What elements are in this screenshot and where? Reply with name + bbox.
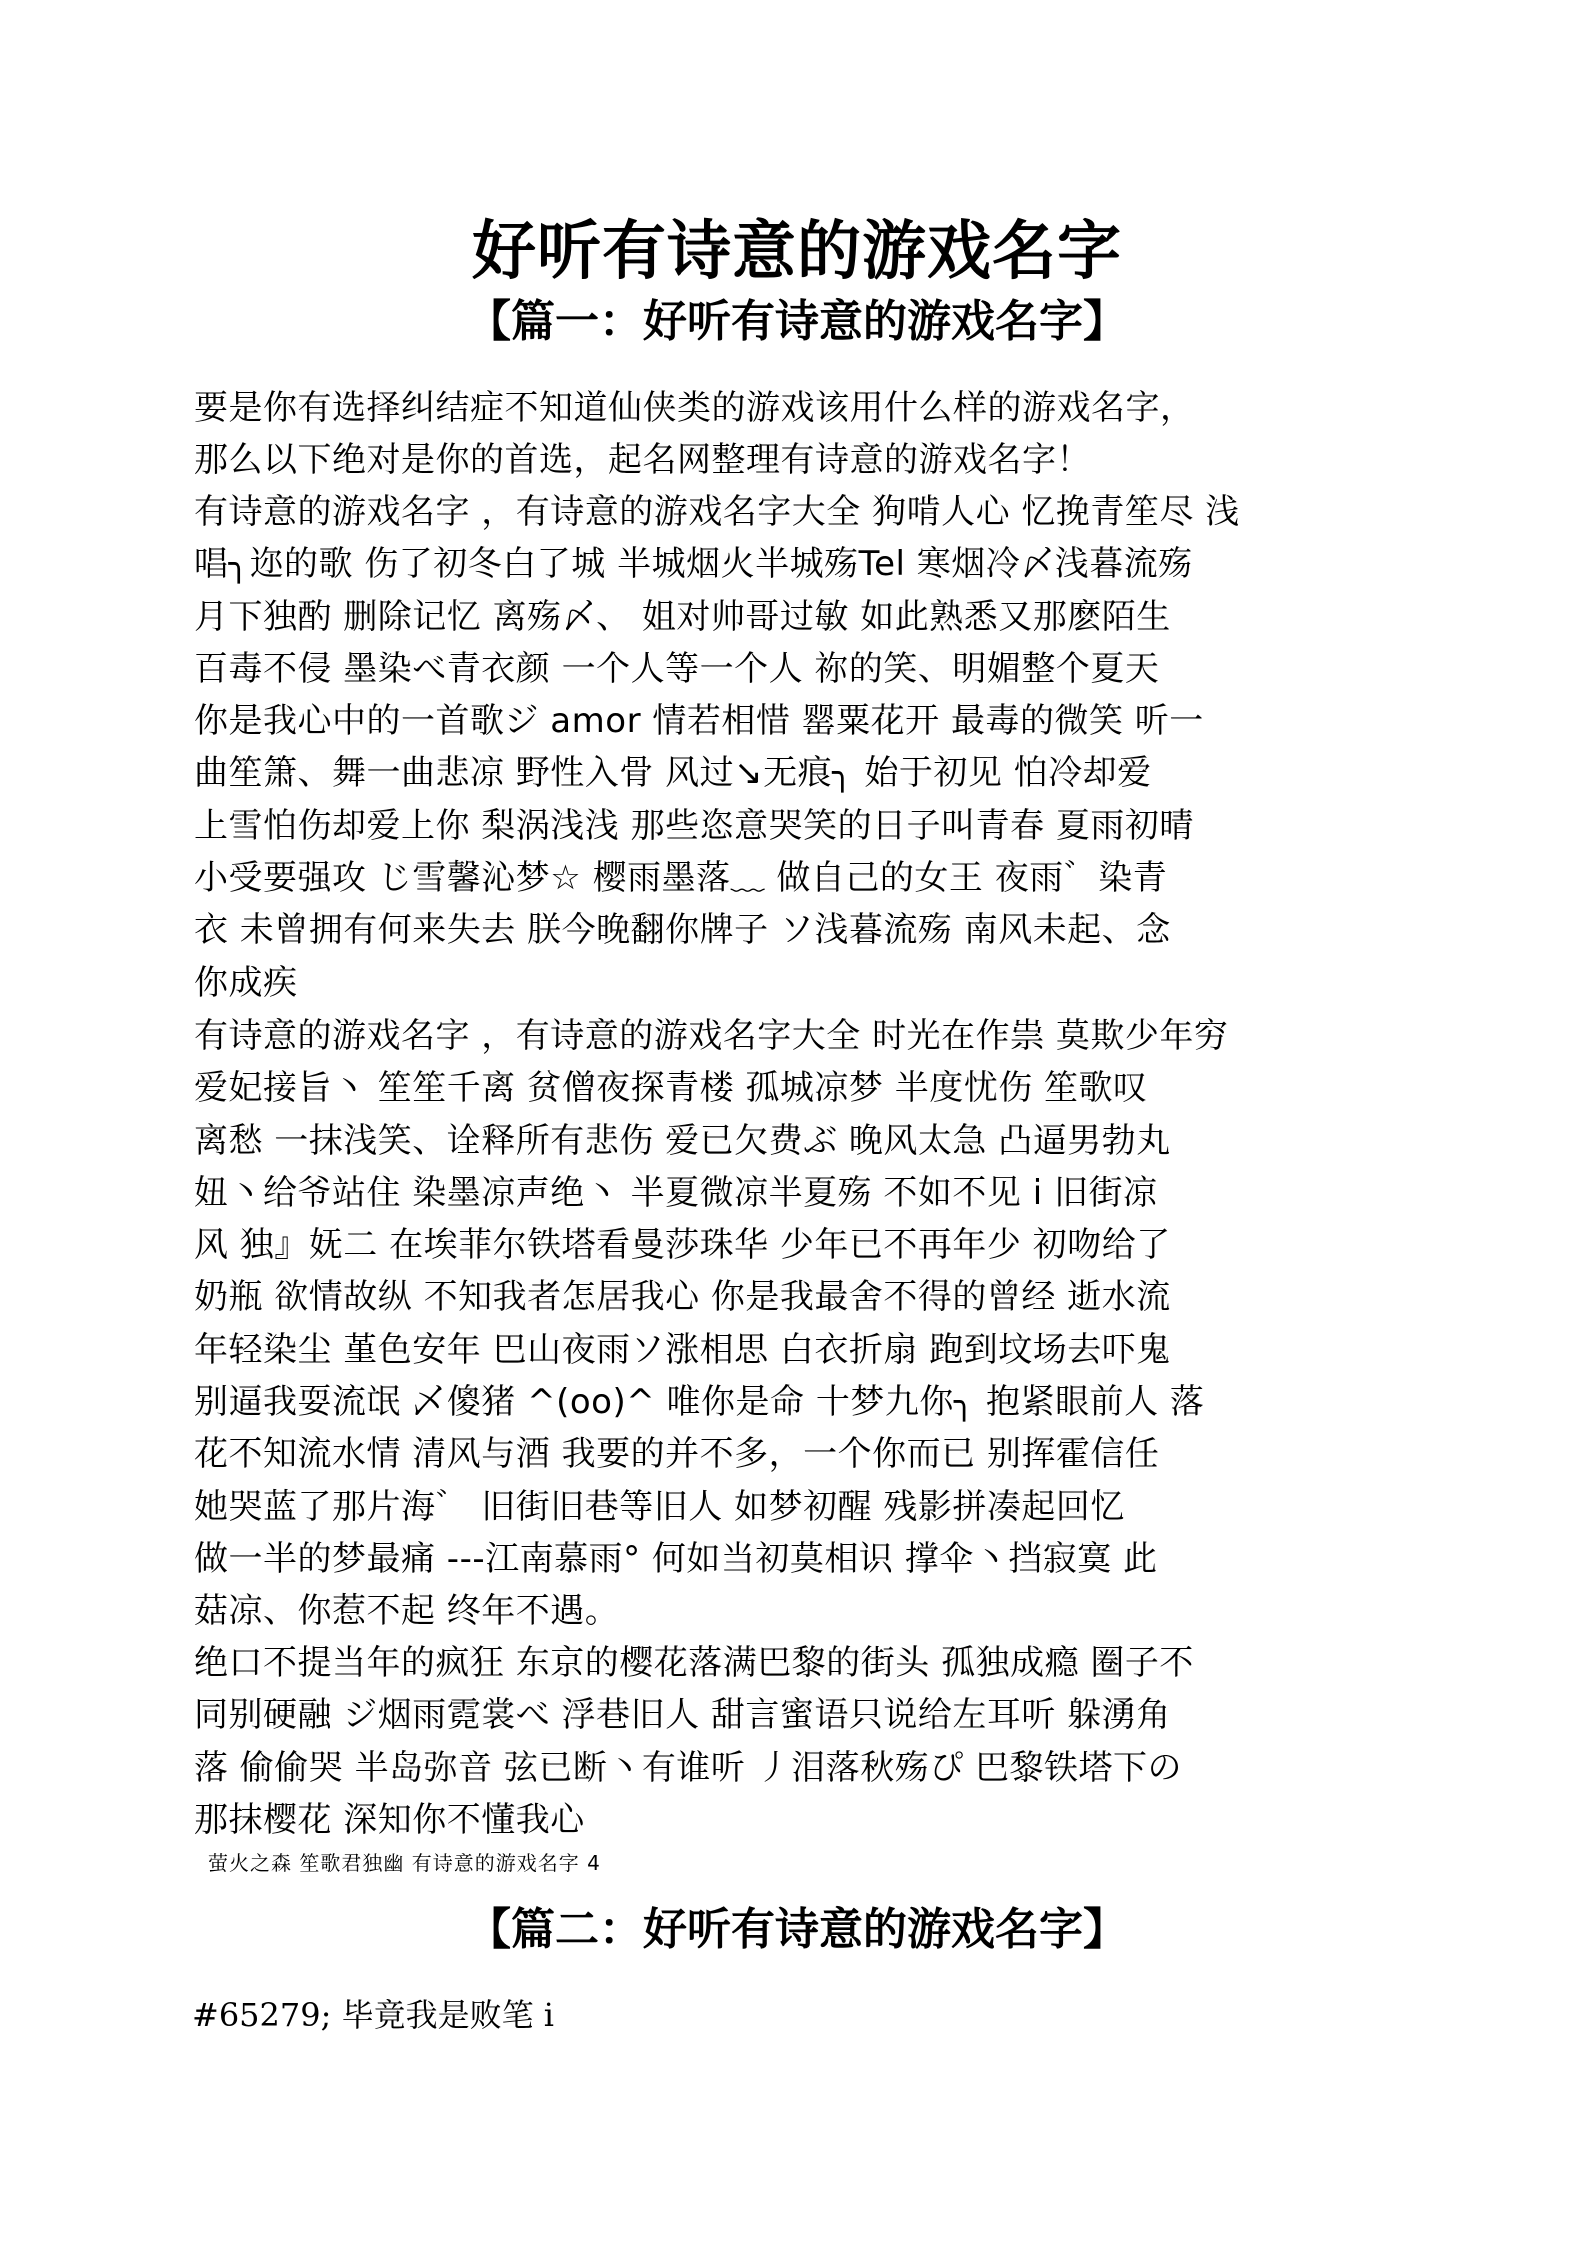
list-line: 奶瓶 欲情故纵 不知我者怎居我心 你是我最舍不得的曾经 逝水流 xyxy=(194,1277,1171,1318)
list-line: 妞丶给爷站住 染墨凉声绝丶 半夏微凉半夏殇 不如不见 i 旧街凉 xyxy=(194,1172,1158,1213)
list-line: 曲笙箫、舞一曲悲凉 野性入骨 风过↘无痕╮ 始于初见 怕冷却爱 xyxy=(194,753,1152,794)
list-line: 花不知流水情 清风与酒 我要的并不多，一个你而已 别挥霍信任 xyxy=(194,1434,1160,1475)
list-line: 别逼我耍流氓 乄傻猪 ^(oo)^ 唯你是命 十梦九你╮ 抱紧眼前人 落 xyxy=(194,1382,1205,1423)
list-line: 年轻染尘 堇色安年 巴山夜雨ソ涨相思 白衣折扇 跑到坟场去吓鬼 xyxy=(194,1329,1171,1370)
list-line: 上雪怕伤却爱上你 梨涡浅浅 那些恣意哭笑的日子叫青春 夏雨初晴 xyxy=(194,805,1194,846)
section-heading-2: 【篇二：好听有诗意的游戏名字】 xyxy=(467,1904,1127,1955)
intro-paragraph xyxy=(194,382,1414,487)
list-line: 离愁 一抹浅笑、诠释所有悲伤 爱已欠费ぶ 晚风太急 凸逼男勃丸 xyxy=(194,1120,1171,1161)
intro-line: 那么以下绝对是你的首选，起名网整理有诗意的游戏名字！ xyxy=(194,440,1091,481)
document-title: 好听有诗意的游戏名字 xyxy=(472,215,1122,289)
name-list-paragraph-3 xyxy=(194,1637,1414,1846)
list-line: 唱╮迩的歌 伤了初冬白了城 半城烟火半城殇Tel 寒烟冷〆浅暮流殇 xyxy=(194,544,1193,585)
list-line: 百毒不侵 墨染べ青衣颜 一个人等一个人 祢的笑、明媚整个夏天 xyxy=(194,648,1160,689)
list-line: 爱妃接旨丶 笙笙千离 贫僧夜探青楼 孤城凉梦 半度忧伤 笙歌叹 xyxy=(194,1068,1148,1109)
list-line: 风 独』妩二 在埃菲尔铁塔看曼莎珠华 少年已不再年少 初吻给了 xyxy=(194,1225,1171,1266)
list-line: 月下独酌 删除记忆 离殇〆、 姐对帅哥过敏 如此熟悉又那麽陌生 xyxy=(194,596,1171,637)
list-line: 菇凉、你惹不起 终年不遇。 xyxy=(194,1591,620,1632)
list-line: 有诗意的游戏名字 ，有诗意的游戏名字大全 时光在作祟 莫欺少年穷 xyxy=(194,1016,1229,1056)
intro-line: 要是你有选择纠结症不知道仙侠类的游戏该用什么样的游戏名字， xyxy=(194,388,1195,428)
name-list-paragraph-2 xyxy=(194,1010,1414,1638)
list-line: 有诗意的游戏名字 ，有诗意的游戏名字大全 狗啃人心 忆挽青笙尽 浅 xyxy=(194,492,1240,532)
list-line: 同别硬融 ジ烟雨霓裳べ 浮巷旧人 甜言蜜语只说给左耳听 躲湧角 xyxy=(194,1695,1171,1736)
list-line: 绝口不提当年的疯狂 东京的樱花落满巴黎的街头 孤独成瘾 圈子不 xyxy=(194,1643,1194,1683)
list-line: 你是我心中的一首歌ジ amor 情若相惜 罂粟花开 最毒的微笑 听一 xyxy=(194,701,1204,742)
list-line: 你成疾 xyxy=(194,962,298,1003)
name-list-paragraph-1 xyxy=(194,486,1414,1009)
list-line: 做一半的梦最痛 ---江南慕雨° 何如当初莫相识 撑伞丶挡寂寞 此 xyxy=(194,1538,1158,1579)
list-line: 小受要强攻 じ雪馨沁梦☆ 樱雨墨落﹏ 做自己的女王 夜雨゛染青 xyxy=(194,858,1168,899)
list-line: 那抹樱花 深知你不懂我心 xyxy=(194,1799,585,1840)
list-line: 衣 未曾拥有何来失去 朕今晚翻你牌子 ソ浅暮流殇 南风未起、念 xyxy=(194,910,1171,951)
list-line: 她哭蓝了那片海゛ 旧街旧巷等旧人 如梦初醒 残影拼凑起回忆 xyxy=(194,1486,1125,1527)
footer-note: 萤火之森 笙歌君独幽 有诗意的游戏名字 4 xyxy=(208,1851,601,1875)
section2-first-line: #65279; 毕竟我是败笔 i xyxy=(192,1996,554,2034)
section-heading-1: 【篇一：好听有诗意的游戏名字】 xyxy=(467,296,1127,347)
list-line: 落 偷偷哭 半岛弥音 弦已断丶有谁听 丿泪落秋殇ぴ 巴黎铁塔下の xyxy=(194,1747,1183,1788)
